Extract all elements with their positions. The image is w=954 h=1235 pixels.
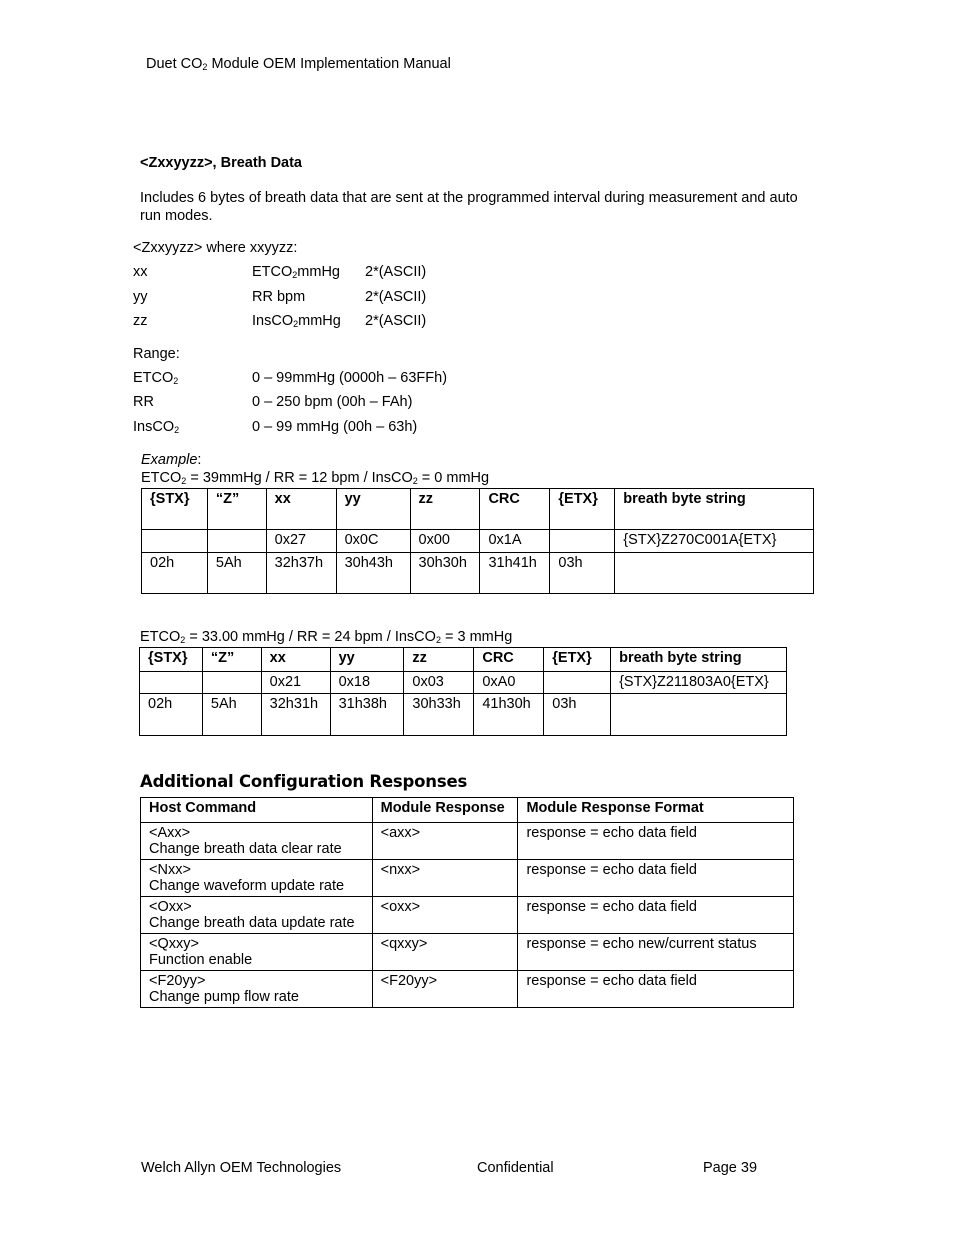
table-cell: 02h [142, 553, 208, 594]
table-cell: 0x03 [404, 672, 474, 694]
table-cell [202, 672, 261, 694]
module-response-cell: <axx> [372, 823, 518, 860]
host-command-cell: <F20yy> Change pump flow rate [141, 971, 373, 1008]
table-cell: 0x1A [480, 530, 550, 553]
col-header: zz [410, 489, 480, 530]
table-cell [615, 553, 814, 594]
col-header: CRC [474, 648, 544, 672]
table-cell [140, 672, 203, 694]
module-response-cell: <nxx> [372, 860, 518, 897]
col-header: Module Response Format [518, 798, 794, 823]
section-title: <Zxxyyzz>, Breath Data [140, 155, 302, 171]
table-cell [611, 694, 787, 736]
range-name: $ETCO_2$ [133, 370, 179, 386]
response-format-cell: response = echo new/current status [518, 934, 794, 971]
col-header: yy [336, 489, 410, 530]
table-row [141, 823, 794, 860]
host-command-cell: <Oxx> Change breath data update rate [141, 897, 373, 934]
section-paragraph: Includes 6 bytes of breath data that are sent at the programmed interval during measurement and auto run modes. [140, 190, 798, 224]
footer-confidential: Confidential [477, 1160, 554, 1176]
table-cell: 32h37h [266, 553, 336, 594]
example2-table [139, 647, 787, 736]
table-row [141, 934, 794, 971]
footer-company: Welch Allyn OEM Technologies [141, 1160, 342, 1176]
module-response-cell: <qxxy> [372, 934, 518, 971]
example2-caption: $ETCO_2 = 33.00$ mmHg / RR = 24 bpm / InsCO$_2$ = 3 mmHg [140, 629, 513, 645]
field-desc: InsCO$_2$mmHg [252, 313, 341, 329]
table-cell: 03h [550, 553, 615, 594]
field-desc: $ETCO_2mmHg$ [252, 264, 340, 280]
table-cell: 0x00 [410, 530, 480, 553]
page-header [146, 56, 451, 72]
range-value: 0 – 250 bpm (00h – FAh) [252, 394, 413, 410]
col-header: “Z” [207, 489, 266, 530]
col-header: {ETX} [544, 648, 611, 672]
response-format-cell: response = echo data field [518, 971, 794, 1008]
table-row [140, 694, 787, 736]
table-header-row [141, 798, 794, 823]
table-cell: 5Ah [202, 694, 261, 736]
range-value: 0 – 99mmHg (0000h – 63FFh) [252, 370, 448, 386]
col-header: yy [330, 648, 404, 672]
example-label: Example: [141, 452, 202, 468]
table-cell: 0x18 [330, 672, 404, 694]
table-cell: 30h30h [410, 553, 480, 594]
response-format-cell: response = echo data field [518, 897, 794, 934]
table-header-row [142, 489, 814, 530]
field-format: 2*(ASCII) [365, 289, 427, 305]
table-cell: 0xA0 [474, 672, 544, 694]
field-name: xx [133, 264, 148, 280]
table-row [141, 971, 794, 1008]
table-cell: 5Ah [207, 553, 266, 594]
table-cell: 31h41h [480, 553, 550, 594]
table-cell: 03h [544, 694, 611, 736]
example1-table [141, 488, 814, 594]
module-response-cell: <oxx> [372, 897, 518, 934]
col-header: breath byte string [615, 489, 814, 530]
col-header: xx [261, 648, 330, 672]
range-name: InsCO$_2$ [133, 419, 180, 435]
table-header-row [140, 648, 787, 672]
table-row [140, 672, 787, 694]
config-table [140, 797, 794, 1008]
field-desc: RR bpm [252, 289, 306, 305]
table-cell: 02h [140, 694, 203, 736]
field-name: zz [133, 313, 148, 329]
table-cell: 30h33h [404, 694, 474, 736]
col-header: Host Command [141, 798, 373, 823]
example1-caption: $ETCO_2$ = 39mmHg / RR = 12 bpm / InsCO$_2$ = 0 mmHg [141, 470, 490, 486]
col-header: xx [266, 489, 336, 530]
col-header: zz [404, 648, 474, 672]
range-value: 0 – 99 mmHg (00h – 63h) [252, 419, 418, 435]
host-command-cell: <Axx> Change breath data clear rate [141, 823, 373, 860]
table-cell: {STX}Z211803A0{ETX} [611, 672, 787, 694]
table-row [141, 860, 794, 897]
module-response-cell: <F20yy> [372, 971, 518, 1008]
col-header: {STX} [140, 648, 203, 672]
host-command-cell: <Nxx> Change waveform update rate [141, 860, 373, 897]
col-header: CRC [480, 489, 550, 530]
table-cell: {STX}Z270C001A{ETX} [615, 530, 814, 553]
footer-page-number: Page 39 [703, 1160, 758, 1176]
table-row [142, 553, 814, 594]
table-cell [544, 672, 611, 694]
col-header: breath byte string [611, 648, 787, 672]
host-command-cell: <Qxxy> Function enable [141, 934, 373, 971]
table-cell [550, 530, 615, 553]
response-format-cell: response = echo data field [518, 823, 794, 860]
col-header: Module Response [372, 798, 518, 823]
response-format-cell: response = echo data field [518, 860, 794, 897]
header-subscript: 2 [202, 62, 208, 72]
table-cell [142, 530, 208, 553]
col-header: “Z” [202, 648, 261, 672]
table-cell: 0x0C [336, 530, 410, 553]
config-section-title: Additional Configuration Responses [140, 772, 468, 791]
table-cell: 31h38h [330, 694, 404, 736]
header-text-rest: Module OEM Implementation Manual [207, 56, 451, 72]
table-cell [207, 530, 266, 553]
table-cell: 30h43h [336, 553, 410, 594]
table-cell: 32h31h [261, 694, 330, 736]
header-text: Duet CO [146, 56, 203, 72]
table-row [142, 530, 814, 553]
field-format: 2*(ASCII) [365, 264, 427, 280]
table-cell: 0x27 [266, 530, 336, 553]
col-header: {STX} [142, 489, 208, 530]
table-cell: 0x21 [261, 672, 330, 694]
table-cell: 41h30h [474, 694, 544, 736]
field-name: yy [133, 289, 148, 305]
range-label: Range: [133, 346, 180, 362]
field-format: 2*(ASCII) [365, 313, 427, 329]
range-name: RR [133, 394, 154, 410]
table-row [141, 897, 794, 934]
col-header: {ETX} [550, 489, 615, 530]
fields-intro: <Zxxyyzz> where xxyyzz: [133, 240, 298, 256]
